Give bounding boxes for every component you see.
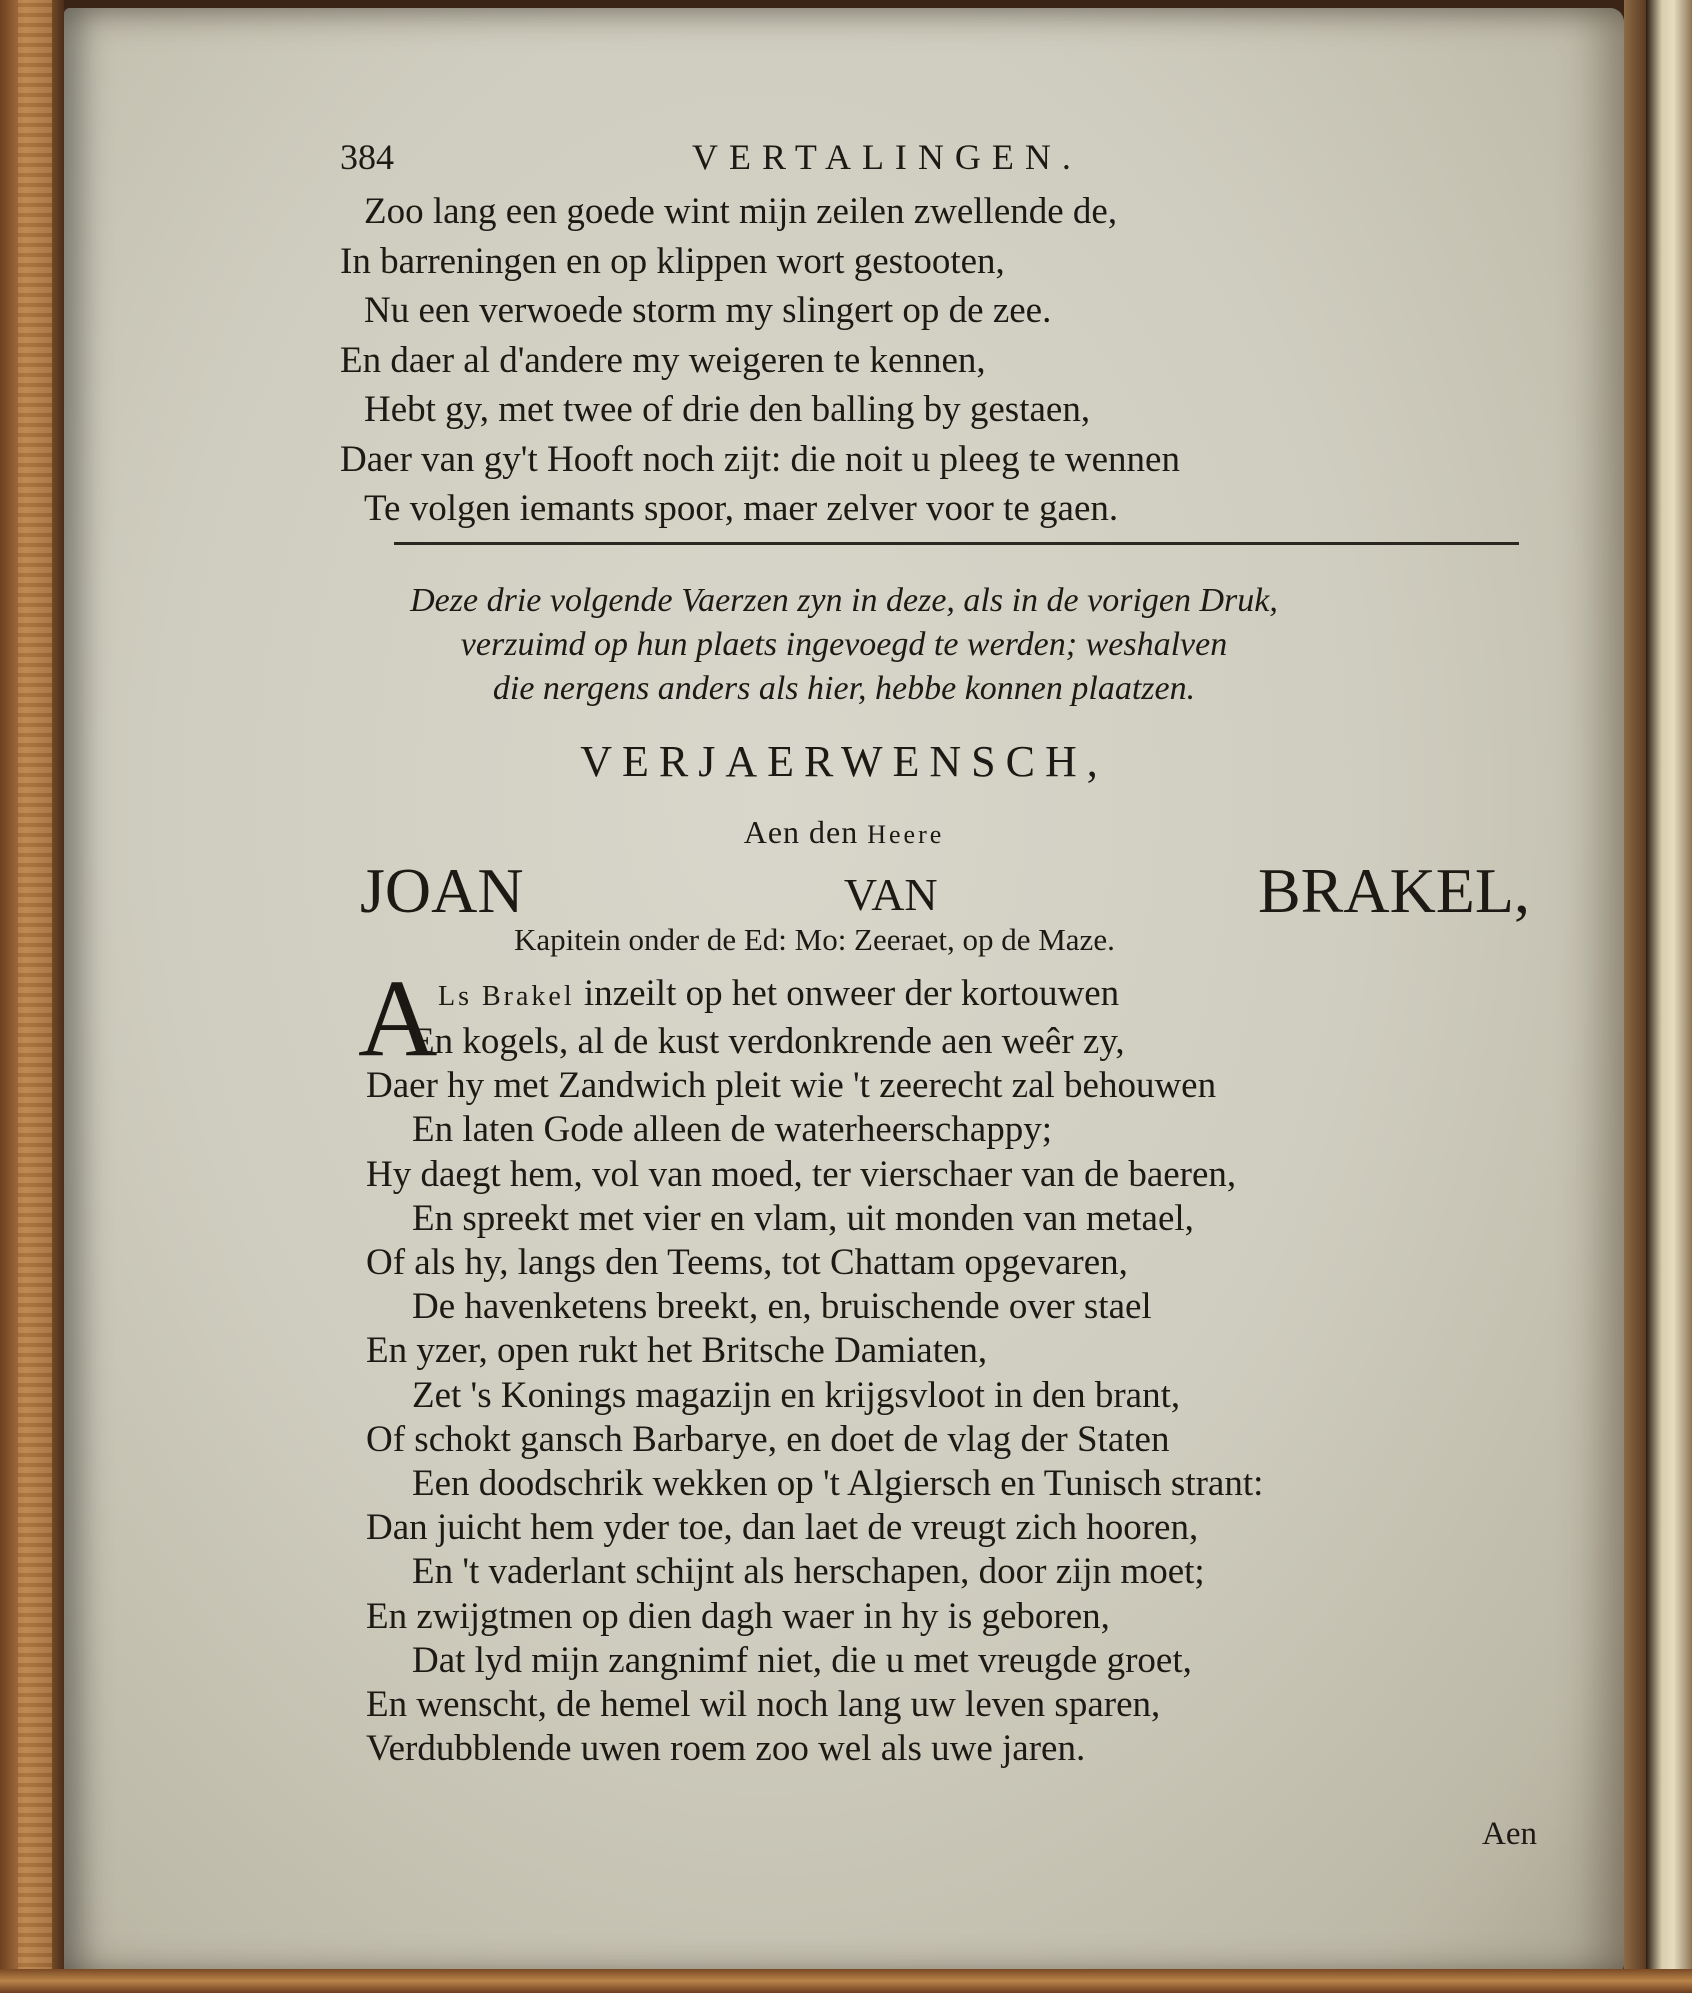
verse-line: Of als hy, langs den Teems, tot Chattam opgevaren, bbox=[366, 1242, 1128, 1283]
verse-line: Daer van gy't Hooft noch zijt: die noit u pleeg te wennen bbox=[340, 438, 1180, 480]
book-spine-edge bbox=[1624, 0, 1646, 1993]
verse-line: Nu een verwoede storm my slingert op de zee. bbox=[364, 290, 1052, 331]
verse-line: Of schokt gansch Barbarye, en doet de vlag der Staten bbox=[366, 1418, 1170, 1460]
binding-band bbox=[18, 0, 52, 1993]
verse-line: Een doodschrik wekken op 't Algiersch en Tunisch strant: bbox=[412, 1463, 1264, 1504]
drop-cap: A bbox=[358, 957, 438, 1079]
poem-first-line bbox=[438, 970, 1119, 1020]
note-line: die nergens anders als hier, hebbe konnen plaatzen. bbox=[492, 670, 1196, 707]
verse-line: En spreekt met vier en vlam, uit monden van metael, bbox=[412, 1197, 1194, 1239]
dedicatee-last: BRAKEL, bbox=[1257, 855, 1530, 926]
verse-line: En daer al d'andere my weigeren te kennen, bbox=[340, 339, 986, 381]
dedicatee-first: JOAN bbox=[360, 855, 524, 926]
verse-line: Hebt gy, met twee of drie den balling by gestaen, bbox=[364, 389, 1091, 430]
dedicatee-name bbox=[360, 854, 1530, 928]
verse-line: Hy daegt hem, vol van moed, ter vierschaer van de baeren, bbox=[366, 1153, 1237, 1195]
verse-line: In barreningen en op klippen wort gestooten, bbox=[340, 240, 1005, 282]
verse-line: Verdubblende uwen roem zoo wel als uwe jaren. bbox=[366, 1728, 1086, 1770]
running-head bbox=[64, 136, 1624, 186]
dedication-prefix: Aen den bbox=[743, 814, 859, 850]
dedicatee-mid: VAN bbox=[843, 869, 938, 920]
section-rule bbox=[394, 542, 1519, 545]
book-binding-left bbox=[0, 0, 64, 1993]
first-line-rest: inzeilt op het onweer der kortouwen bbox=[574, 973, 1120, 1014]
verse-line: Dat lyd mijn zangnimf niet, die u met vreugde groet, bbox=[412, 1639, 1192, 1681]
book-page bbox=[64, 8, 1624, 1978]
note-line: verzuimd op hun plaets ingevoegd te werden; weshalven bbox=[460, 626, 1228, 663]
book-page-edges-right bbox=[1646, 0, 1692, 1993]
verse-line: Te volgen iemants spoor, maer zelver voor te gaen. bbox=[364, 488, 1119, 529]
dedicatee-rank: Kapitein onder de Ed: Mo: Zeeraet, op de Maze. bbox=[514, 922, 1115, 957]
dedication-line bbox=[64, 814, 1624, 851]
verse-line: En laten Gode alleen de waterheerschappy; bbox=[412, 1109, 1053, 1151]
verse-line: Dan juicht hem yder toe, dan laet de vreugt zich hooren, bbox=[366, 1507, 1199, 1549]
verse-line: En wenscht, de hemel wil noch lang uw leven sparen, bbox=[366, 1684, 1161, 1725]
note-line: Deze drie volgende Vaerzen zyn in deze, als in de vorigen Druk, bbox=[410, 582, 1278, 619]
verse-line: En zwijgtmen op dien dagh waer in hy is geboren, bbox=[366, 1595, 1110, 1637]
verse-line: De havenketens breekt, en, bruischende over stael bbox=[412, 1286, 1152, 1328]
verse-line: Zoo lang een goede wint mijn zeilen zwellende de, bbox=[364, 191, 1118, 232]
verse-line: Daer hy met Zandwich pleit wie 't zeerecht zal behouwen bbox=[366, 1065, 1217, 1107]
verse-line: En 't vaderlant schijnt als herschapen, door zijn moet; bbox=[412, 1551, 1205, 1593]
book-bottom-edge bbox=[0, 1969, 1692, 1993]
poem-title: VERJAERWENSCH, bbox=[580, 737, 1108, 786]
dedication-title: Heere bbox=[867, 820, 945, 849]
page-number: 384 bbox=[340, 137, 394, 177]
verse-line: En yzer, open rukt het Britsche Damiaten, bbox=[366, 1330, 988, 1372]
verse-line: En kogels, al de kust verdonkrende aen weêr zy, bbox=[412, 1021, 1125, 1062]
first-line-smallcaps: Ls Brakel bbox=[438, 981, 575, 1012]
verse-line: Zet 's Konings magazijn en krijgsvloot in den brant, bbox=[412, 1374, 1181, 1416]
running-title: VERTALINGEN. bbox=[692, 137, 1082, 177]
catchword: Aen bbox=[1482, 1816, 1537, 1852]
